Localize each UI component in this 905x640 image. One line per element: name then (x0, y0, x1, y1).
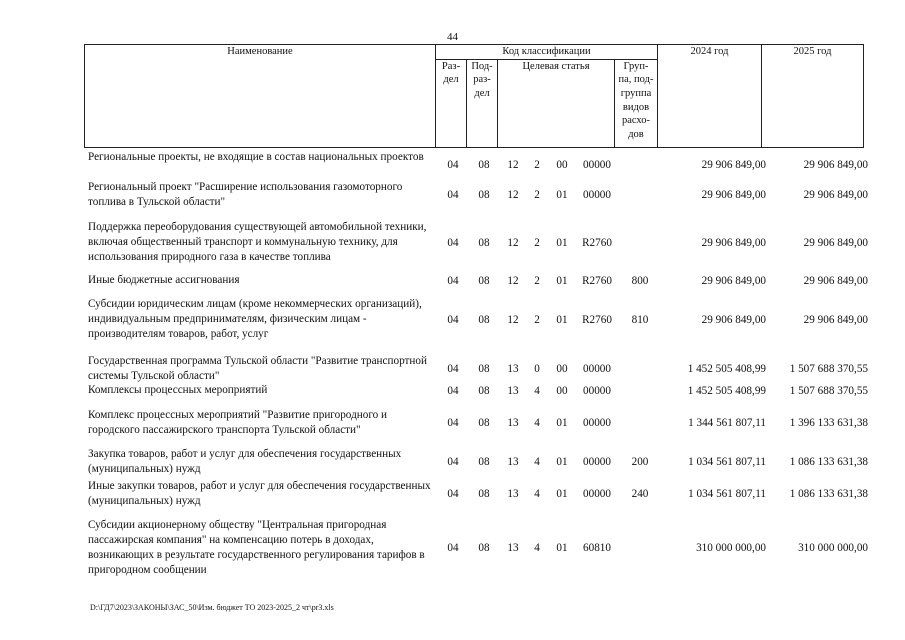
file-path: D:\ГД7\2023\ЗАКОНЫ\ЗАС_50\Изм. бюджет ТО 2023-2025_2 чт\pr3.xls (90, 603, 334, 612)
table-row (0, 150, 905, 180)
row-target-complex: 00 (556, 159, 568, 171)
row-amount-2025: 1 086 133 631,38 (789, 456, 868, 468)
row-target-direction: 00000 (583, 488, 611, 500)
row-target-direction: R2760 (582, 314, 612, 326)
row-target-program: 13 (507, 417, 519, 429)
header-subsection: Под- раз- дел (467, 59, 498, 147)
table-row (0, 408, 905, 438)
row-section: 04 (447, 159, 459, 171)
row-subsection: 08 (478, 237, 490, 249)
row-amount-2025: 1 396 133 631,38 (789, 417, 868, 429)
row-section: 04 (447, 363, 459, 375)
row-target-type: 2 (534, 237, 540, 249)
row-amount-2025: 1 086 133 631,38 (789, 488, 868, 500)
row-subsection: 08 (478, 456, 490, 468)
table-row (0, 180, 905, 210)
row-target-complex: 01 (556, 542, 568, 554)
table-row (0, 447, 905, 477)
row-subsection: 08 (478, 159, 490, 171)
row-subsection: 08 (478, 385, 490, 397)
row-amount-2025: 29 906 849,00 (803, 314, 868, 326)
row-target-complex: 01 (556, 417, 568, 429)
row-name: Государственная программа Тульской области "Развитие транспортной системы Тульской области" (88, 355, 427, 382)
row-amount-2025: 310 000 000,00 (798, 542, 868, 554)
row-target-type: 2 (534, 275, 540, 287)
row-target-complex: 01 (556, 488, 568, 500)
row-subsection: 08 (478, 542, 490, 554)
table-row (0, 479, 905, 509)
row-target-complex: 01 (556, 189, 568, 201)
row-name: Комплексы процессных мероприятий (88, 384, 268, 396)
row-amount-2024: 29 906 849,00 (701, 237, 766, 249)
row-target-direction: 00000 (583, 456, 611, 468)
row-target-complex: 00 (556, 385, 568, 397)
table-row (0, 354, 905, 384)
row-target-complex: 01 (556, 456, 568, 468)
table-row (0, 383, 905, 398)
row-target-type: 2 (534, 189, 540, 201)
row-target-direction: 00000 (583, 363, 611, 375)
header-target-article: Целевая статья (498, 59, 615, 147)
row-name: Региональные проекты, не входящие в состав национальных проектов (88, 151, 424, 163)
row-amount-2024: 29 906 849,00 (701, 189, 766, 201)
row-subsection: 08 (478, 417, 490, 429)
row-amount-2025: 1 507 688 370,55 (789, 385, 868, 397)
row-target-type: 4 (534, 488, 540, 500)
page-number: 44 (447, 31, 458, 43)
row-target-type: 4 (534, 385, 540, 397)
row-target-program: 12 (507, 275, 519, 287)
row-target-direction: 00000 (583, 189, 611, 201)
table-header (84, 44, 864, 148)
row-amount-2024: 1 034 561 807,11 (688, 456, 766, 468)
row-subsection: 08 (478, 189, 490, 201)
row-target-direction: 00000 (583, 159, 611, 171)
row-subsection: 08 (478, 275, 490, 287)
row-target-direction: 00000 (583, 417, 611, 429)
table-row (0, 220, 905, 265)
header-section: Раз- дел (436, 59, 467, 147)
row-target-complex: 01 (556, 237, 568, 249)
row-name: Иные бюджетные ассигнования (88, 274, 240, 286)
table-row (0, 297, 905, 342)
header-name: Наименование (85, 45, 436, 148)
row-target-program: 13 (507, 488, 519, 500)
row-amount-2024: 1 344 561 807,11 (688, 417, 766, 429)
row-expense-group: 800 (631, 275, 649, 287)
row-target-program: 13 (507, 363, 519, 375)
row-section: 04 (447, 456, 459, 468)
row-amount-2024: 29 906 849,00 (701, 159, 766, 171)
row-section: 04 (447, 189, 459, 201)
row-target-program: 12 (507, 237, 519, 249)
row-target-complex: 01 (556, 314, 568, 326)
row-section: 04 (447, 417, 459, 429)
row-section: 04 (447, 275, 459, 287)
row-target-program: 12 (507, 159, 519, 171)
row-target-program: 13 (507, 385, 519, 397)
header-code: Код классификации (436, 45, 658, 60)
row-subsection: 08 (478, 363, 490, 375)
row-amount-2024: 1 452 505 408,99 (687, 363, 766, 375)
row-name: Региональный проект "Расширение использования газомоторного топлива в Тульской области" (88, 181, 403, 208)
row-expense-group: 810 (631, 314, 649, 326)
row-target-program: 12 (507, 189, 519, 201)
row-target-type: 0 (534, 363, 540, 375)
row-amount-2025: 1 507 688 370,55 (789, 363, 868, 375)
row-target-type: 4 (534, 456, 540, 468)
row-target-type: 4 (534, 542, 540, 554)
row-target-direction: 60810 (583, 542, 611, 554)
header-expense-group: Груп- па, под- группа видов расхо- дов (615, 59, 658, 147)
row-amount-2024: 1 034 561 807,11 (688, 488, 766, 500)
row-amount-2025: 29 906 849,00 (803, 159, 868, 171)
row-section: 04 (447, 237, 459, 249)
row-amount-2025: 29 906 849,00 (803, 189, 868, 201)
row-amount-2024: 29 906 849,00 (701, 275, 766, 287)
row-target-type: 2 (534, 314, 540, 326)
row-amount-2024: 29 906 849,00 (701, 314, 766, 326)
row-target-complex: 00 (556, 363, 568, 375)
table-row (0, 518, 905, 578)
row-section: 04 (447, 542, 459, 554)
row-amount-2025: 29 906 849,00 (803, 237, 868, 249)
row-target-type: 4 (534, 417, 540, 429)
row-subsection: 08 (478, 488, 490, 500)
table-row (0, 273, 905, 288)
row-expense-group: 200 (631, 456, 649, 468)
row-name: Иные закупки товаров, работ и услуг для обеспечения государственных (муниципальных) нужд (88, 480, 431, 507)
header-year-2024: 2024 год (658, 45, 762, 148)
row-amount-2024: 1 452 505 408,99 (687, 385, 766, 397)
row-target-complex: 01 (556, 275, 568, 287)
row-amount-2024: 310 000 000,00 (696, 542, 766, 554)
row-target-direction: R2760 (582, 237, 612, 249)
row-name: Поддержка переоборудования существующей автомобильной техники, включая общественный транспорт и коммунальную технику, для использования природного газа в качестве топлива (88, 221, 427, 263)
row-target-program: 12 (507, 314, 519, 326)
row-amount-2025: 29 906 849,00 (803, 275, 868, 287)
row-target-direction: 00000 (583, 385, 611, 397)
row-target-program: 13 (507, 456, 519, 468)
row-name: Комплекс процессных мероприятий "Развитие пригородного и городского пассажирского транспорта Тульской области" (88, 409, 388, 436)
row-section: 04 (447, 488, 459, 500)
row-target-program: 13 (507, 542, 519, 554)
row-expense-group: 240 (631, 488, 649, 500)
header-year-2025: 2025 год (762, 45, 864, 148)
row-section: 04 (447, 385, 459, 397)
row-name: Субсидии акционерному обществу "Центральная пригородная пассажирская компания" на компенсацию потерь в доходах, возникающих в результате государственного регулирования тарифов в пригородном сообщении (88, 519, 425, 576)
row-name: Закупка товаров, работ и услуг для обеспечения государственных (муниципальных) нужд (88, 448, 402, 475)
row-subsection: 08 (478, 314, 490, 326)
row-section: 04 (447, 314, 459, 326)
row-target-direction: R2760 (582, 275, 612, 287)
row-target-type: 2 (534, 159, 540, 171)
row-name: Субсидии юридическим лицам (кроме некоммерческих организаций), индивидуальным предпринимателям, физическим лицам - производителям товаров, работ, услуг (88, 298, 422, 340)
